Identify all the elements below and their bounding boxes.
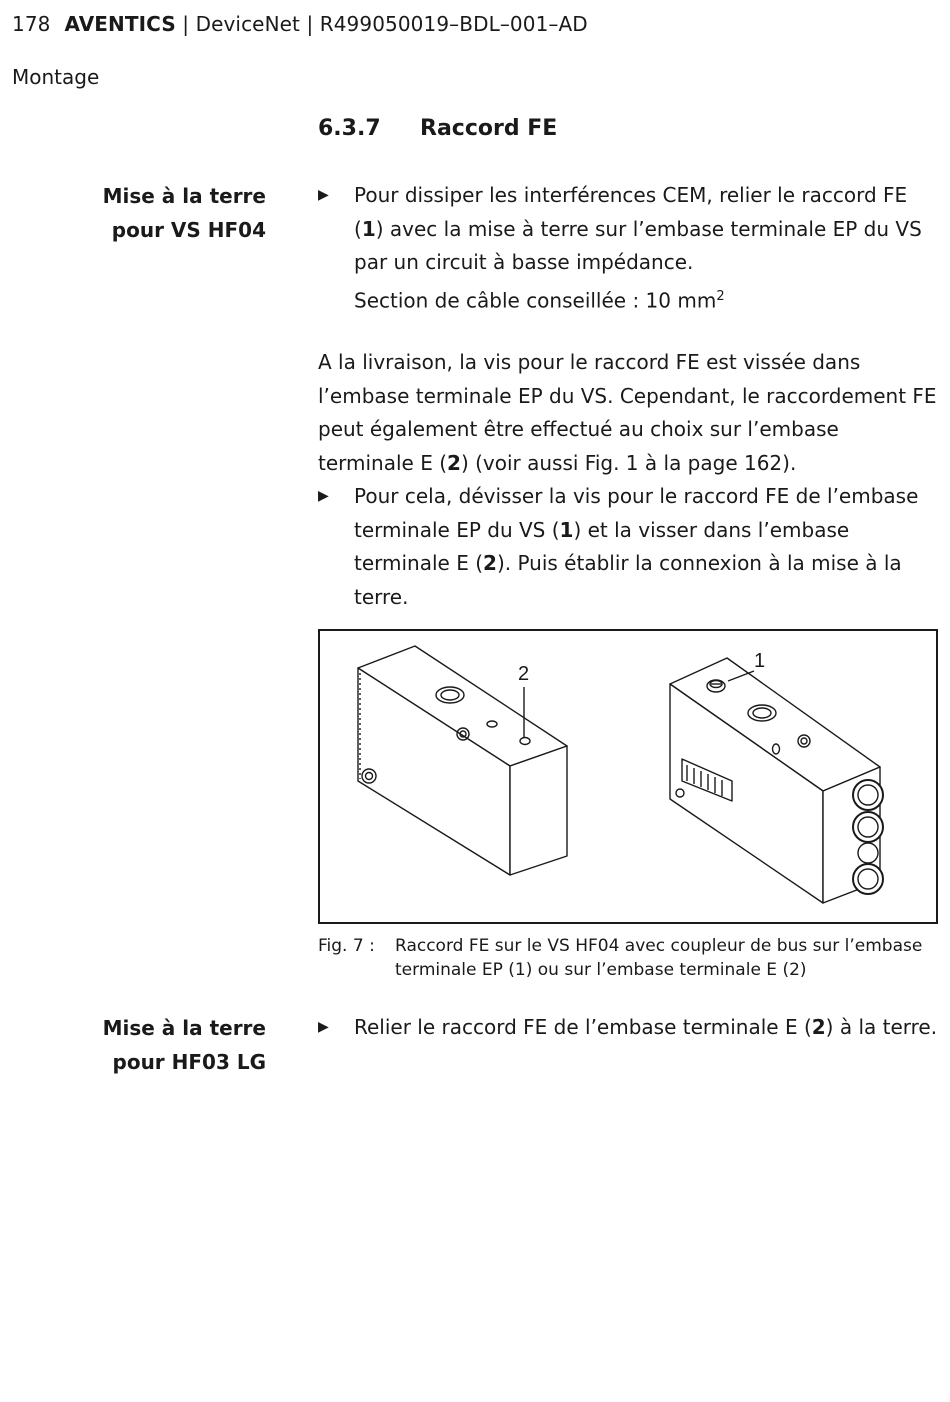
document-id: | DeviceNet | R499050019–BDL–001–AD [175,12,588,36]
text-run: Pour dissiper les interférences CEM, relier le raccord FE ( [354,183,908,241]
ref-number: 2 [483,551,497,575]
figure-caption-label: Fig. 7 : [318,936,375,956]
callout-2-label: 2 [518,663,530,685]
margin-label-vs-hf04 [0,179,266,247]
text-run: Relier le raccord FE de l’embase terminale E ( [354,1015,812,1039]
text-run: Pour cela, dévisser la vis pour le raccord FE de l’embase terminale EP du VS ( [354,484,919,542]
delivery-paragraph [318,346,940,480]
text-run: ) avec la mise à terre sur l’embase terminale EP du VS par un circuit à basse impédance. [354,216,922,274]
instruction-dissipate-cem [354,179,940,318]
figure-7 [318,629,938,924]
ref-number: 2 [811,1015,826,1039]
ref-number: 1 [559,517,574,542]
text-run: ) à la terre. [825,1015,938,1039]
superscript: 2 [716,288,725,304]
margin-label-line: pour VS HF04 [111,218,266,242]
instruction-unscrew [354,480,940,614]
page-number: 178 [12,12,51,36]
callout-1-label: 1 [754,650,766,672]
margin-label-hf03-lg [0,1011,266,1079]
brand-name: AVENTICS [64,12,176,36]
margin-label-line: Mise à la terre [102,1016,266,1040]
margin-label-line: Mise à la terre [102,184,266,208]
page-header [12,12,588,36]
fe-connection-illustration [320,631,940,926]
end-plate-e-drawing [358,646,567,875]
ref-number: 2 [447,450,461,475]
bullet-marker: ▶ [318,488,329,504]
margin-label-line: pour HF03 LG [112,1050,266,1074]
cable-section-text: Section de câble conseillée : 10 mm [354,288,717,313]
end-plate-ep-drawing [670,658,883,903]
chapter-title: Montage [12,65,100,89]
ref-number: 1 [361,216,376,241]
figure-caption-text: Raccord FE sur le VS HF04 avec coupleur de bus sur l’embase terminale EP (1) ou sur l’embase terminale E (2) [395,936,923,980]
section-heading [318,116,557,141]
bullet-marker: ▶ [318,1019,329,1035]
text-run: ) (voir aussi Fig. 1 à la page 162). [460,450,797,475]
instruction-connect-earth [354,1011,940,1045]
bullet-marker: ▶ [318,187,329,203]
section-number: 6.3.7 [318,116,381,141]
text-run: ). Puis établir la connexion à la mise à la terre. [354,551,902,609]
section-title: Raccord FE [420,116,558,141]
text-run: ) et la visser dans l’embase terminale E ( [354,517,850,575]
text-run: A la livraison, la vis pour le raccord FE est vissée dans l’embase terminale EP du VS. Cependant, le raccordement FE peut également être effectué au choix sur l’embase terminale E ( [318,350,937,475]
